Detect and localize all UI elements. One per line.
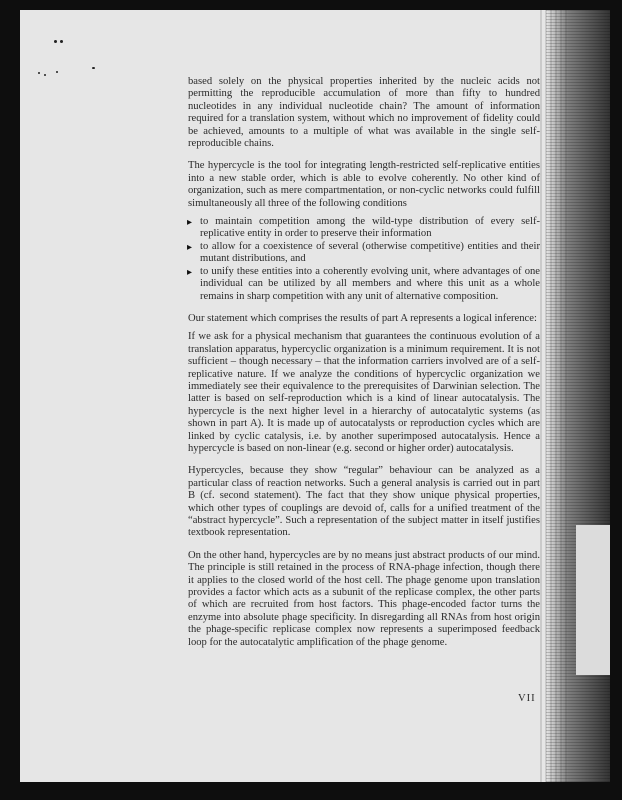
paragraph: The hypercycle is the tool for integrating length-restricted self-replicative entities into a new stable order, which is able to evolve coherently. No other kind of organization, such as mere compartmentation, or non-cyclic networks could fulfill simultaneously all three of the following conditions xyxy=(188,160,540,209)
scan-notch xyxy=(576,525,610,675)
paragraph: Our statement which comprises the results of part A represents a logical inference: xyxy=(188,312,537,324)
scanned-page xyxy=(20,10,610,782)
triangle-bullet-icon: ▸ xyxy=(187,217,193,229)
list-item: ▸ to unify these entities into a coherently evolving unit, where advantages of one individual can be utilized by all members and where this unit as a whole remains in sharp competition with any unit of alternative composition. xyxy=(187,265,540,302)
dust-specks xyxy=(30,30,100,80)
list-item: ▸ to maintain competition among the wild-type distribution of every self-replicative entity in order to preserve their information xyxy=(187,216,540,240)
paragraph: If we ask for a physical mechanism that guarantees the continuous evolution of a translation apparatus, hypercyclic organization is a minimum requirement. It is not sufficient – though necessary – that the information carriers involved are of a self-replicative nature. If we analyze the conditions of hypercyclic organization we immediately see their equivalence to the prerequisites of Darwinian selection. The latter is based on self-reproduction which is a kind of linear autocatalysis. The hypercycle is the next higher level in a hierarchy of autocatalytic systems (as shown in part A). It is made up of autocatalysts or reproduction cycles which are linked by cyclic catalysis, i.e. by another superimposed autocatalysis. Hence a hypercycle is based on non-linear (e.g. second or higher order) autocatalysis. xyxy=(188,331,540,454)
triangle-bullet-icon: ▸ xyxy=(187,266,193,278)
conditions-list xyxy=(188,216,540,303)
paragraph: Hypercycles, because they show “regular” behaviour can be analyzed as a particular class of reaction networks. Such a general analysis is carried out in part B (cf. second statement). The fact that they show unique physical properties, which other types of couplings are devoid of, calls for a unified treatment of the “abstract hypercycle”. Such a representation of the subject matter in itself justifies textbook representation. xyxy=(188,465,540,539)
triangle-bullet-icon: ▸ xyxy=(187,241,193,253)
list-item: ▸ to allow for a coexistence of several (otherwise competitive) entities and their mutant distributions, and xyxy=(187,240,540,265)
paragraph: based solely on the physical properties inherited by the nucleic acids not permitting the reproducible accumulation of more than fifty to hundred nucleotides in any individual nucleotide chain? The amount of information required for a translation system, without which no improvement of fidelity could be achieved, amounts to a multiple of what was available in the single self-reproducible chains. xyxy=(188,76,540,150)
body-text xyxy=(188,76,540,659)
paragraph: On the other hand, hypercycles are by no means just abstract products of our mind. The principle is still retained in the process of RNA-phage infection, though there it applies to the closed world of the host cell. The phage genome upon translation provides a factor which acts as a subunit of the replicase complex, the other parts of which are recruited from host factors. This phage-encoded factor turns the enzyme into absolute phage specificity. In disregarding all RNAs from host origin the phage-specific replicase complex now represents a superimposed feedback loop for the autocatalytic amplification of the phage genome. xyxy=(188,549,540,648)
page-number: VII xyxy=(518,693,536,704)
